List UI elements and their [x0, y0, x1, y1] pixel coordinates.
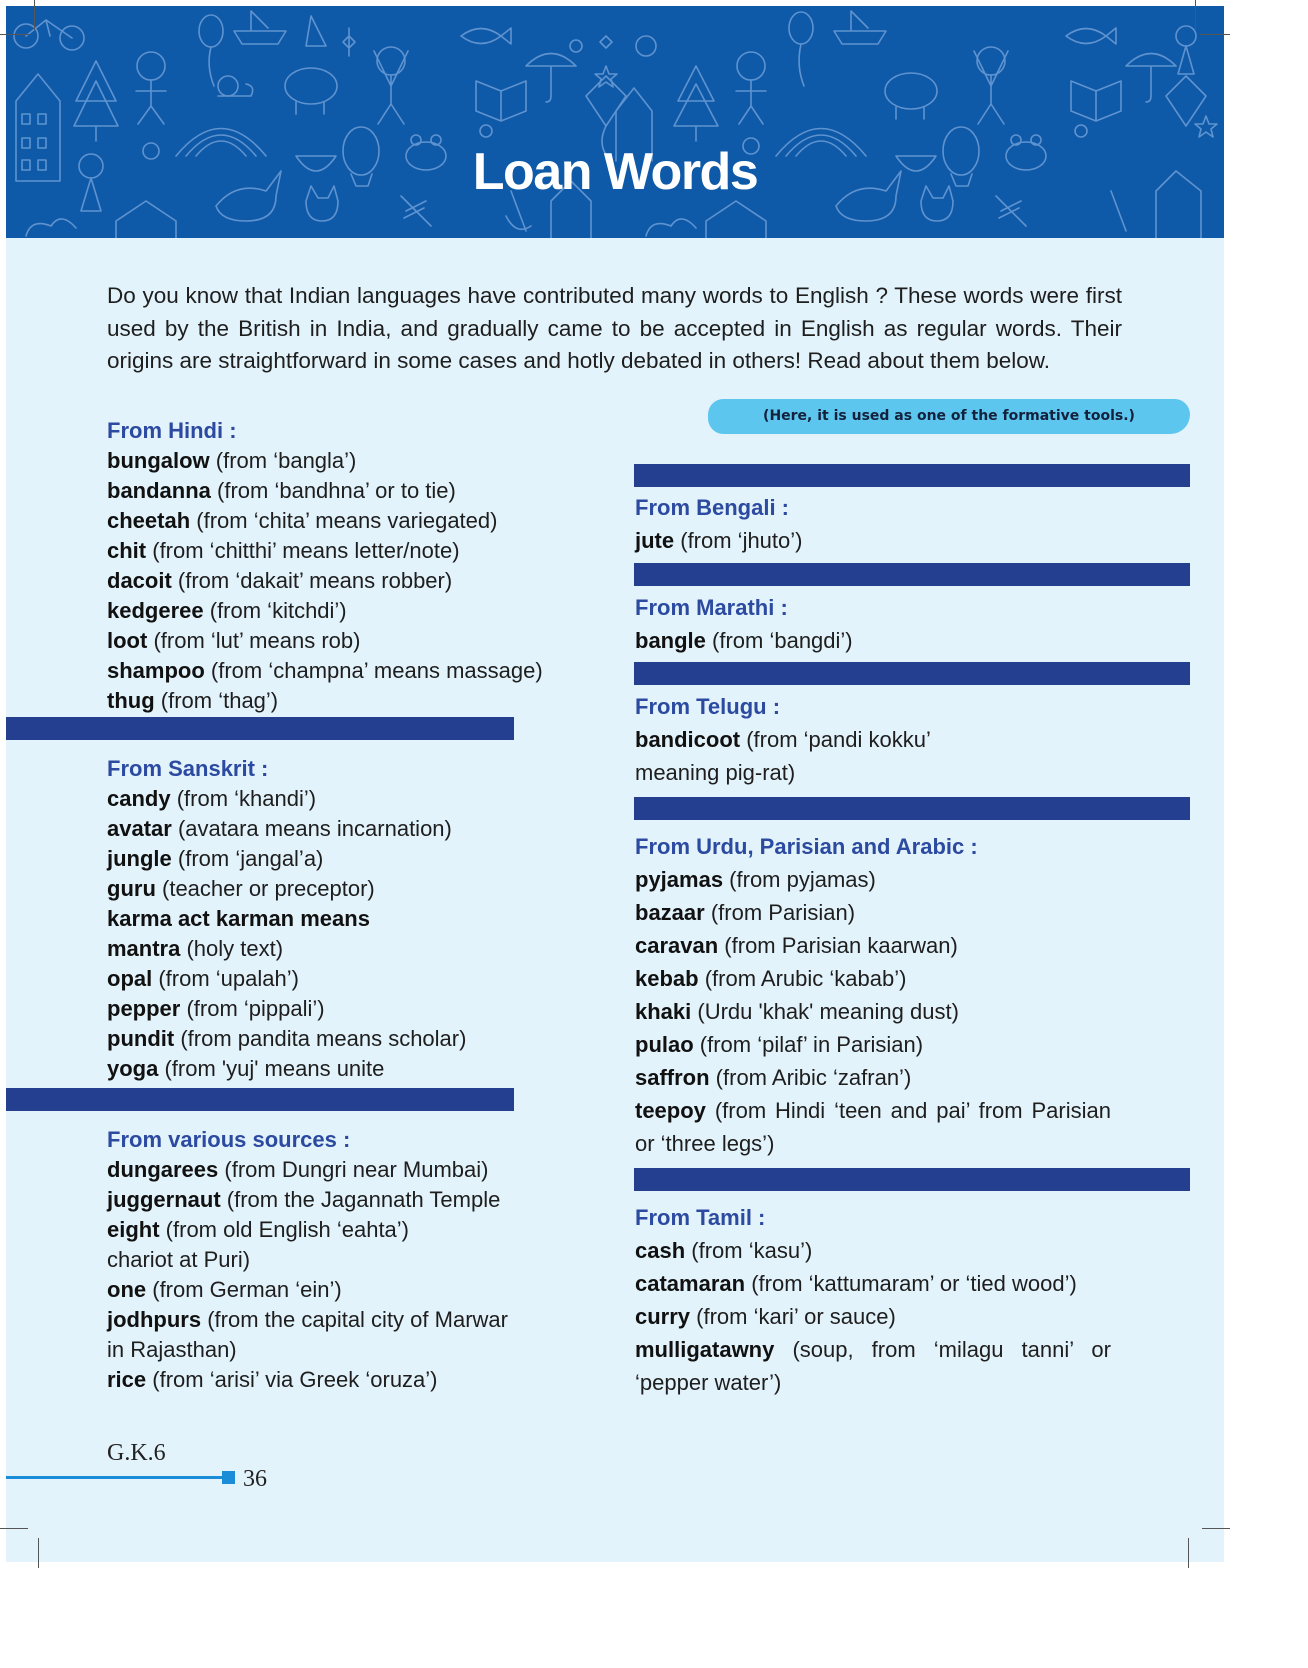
word-entry [107, 446, 577, 476]
loan-word: one [107, 1277, 147, 1302]
word-origin: (from Parisian kaarwan) [718, 933, 958, 958]
word-entry [107, 626, 577, 656]
section-various-sources [107, 1125, 547, 1395]
section-heading: From various sources : [107, 1127, 351, 1152]
loan-word: shampoo [107, 658, 205, 683]
word-entry [635, 756, 955, 789]
word-origin: (from ‘lut’ means rob) [147, 628, 361, 653]
word-origin: (avatara means incarnation) [171, 816, 452, 841]
word-entry [107, 814, 577, 844]
word-origin: (from ‘thag’) [154, 688, 279, 713]
loan-word: bangle [635, 628, 706, 653]
word-entry [107, 1215, 547, 1245]
loan-word: pulao [635, 1032, 694, 1057]
word-origin: (from ‘kari’ or sauce) [690, 1304, 896, 1329]
loan-word: avatar [107, 816, 172, 841]
section-heading: From Sanskrit : [107, 756, 269, 781]
doodle-pattern-illustration [6, 6, 1224, 238]
crop-mark [1195, 0, 1196, 30]
loan-word: bazaar [635, 900, 705, 925]
loan-word: bungalow [107, 448, 210, 473]
section-divider-bar [6, 1088, 514, 1111]
word-entry [107, 934, 577, 964]
loan-word: kedgeree [107, 598, 204, 623]
crop-mark [1202, 1528, 1230, 1529]
word-origin: (Urdu 'khak' meaning dust) [691, 999, 959, 1024]
word-entry [107, 656, 577, 686]
crop-mark [38, 1538, 39, 1568]
section-marathi [635, 591, 1113, 657]
word-origin: (from ‘jangal’a) [171, 846, 324, 871]
word-entry [635, 723, 955, 756]
word-entry [635, 1333, 1111, 1399]
section-heading: From Hindi : [107, 418, 237, 443]
word-entry [635, 1300, 1111, 1333]
section-divider-bar [634, 464, 1190, 487]
page [6, 6, 1224, 1562]
section-divider-bar [634, 563, 1190, 586]
loan-word: jungle [107, 846, 172, 871]
section-sanskrit [107, 754, 577, 1084]
header-banner [6, 6, 1224, 238]
word-origin: (from Hindi ‘teen and pai’ from Parisian or ‘three legs’) [635, 1098, 1111, 1156]
word-origin: (from ‘pandi kokku’ [740, 727, 931, 752]
loan-word: saffron [635, 1065, 710, 1090]
section-heading: From Tamil : [635, 1205, 766, 1230]
loan-word: curry [635, 1304, 691, 1329]
section-tamil [635, 1201, 1111, 1399]
word-origin: (from Aribic ‘zafran’) [709, 1065, 912, 1090]
word-origin: (holy text) [180, 936, 284, 961]
footer-square-icon [222, 1471, 235, 1484]
word-entry [107, 596, 577, 626]
word-origin: (from ‘kasu’) [685, 1238, 813, 1263]
section-hindi [107, 416, 577, 716]
word-entry [107, 994, 577, 1024]
loan-word: thug [107, 688, 155, 713]
word-entry [107, 1054, 577, 1084]
word-origin: (from the capital city of Marwar [201, 1307, 508, 1332]
crop-mark [0, 1528, 28, 1529]
section-bengali [635, 491, 1113, 557]
word-entry [107, 964, 577, 994]
book-code: G.K.6 [107, 1440, 166, 1466]
section-heading: From Marathi : [635, 595, 788, 620]
section-divider-bar [634, 797, 1190, 820]
loan-word: loot [107, 628, 148, 653]
word-entry [635, 524, 1113, 557]
section-urdu-parisian-arabic [635, 830, 1111, 1160]
word-origin: (from German ‘ein’) [146, 1277, 342, 1302]
word-entry [107, 1024, 577, 1054]
word-entry [107, 844, 577, 874]
word-origin: chariot at Puri) [107, 1247, 251, 1272]
word-origin: (from ‘chita’ means variegated) [190, 508, 498, 533]
loan-word: cheetah [107, 508, 191, 533]
word-origin: (from ‘kattumaram’ or ‘tied wood’) [745, 1271, 1077, 1296]
loan-word: candy [107, 786, 171, 811]
word-origin: (from ‘bandhna’ or to tie) [210, 478, 456, 503]
word-origin: (from ‘pilaf’ in Parisian) [693, 1032, 924, 1057]
loan-word: pundit [107, 1026, 175, 1051]
loan-word: dacoit [107, 568, 172, 593]
loan-word: jodhpurs [107, 1307, 202, 1332]
loan-word: yoga [107, 1056, 159, 1081]
loan-word: dungarees [107, 1157, 219, 1182]
loan-word: teepoy [635, 1098, 706, 1123]
loan-word: chit [107, 538, 147, 563]
word-entry [635, 1267, 1111, 1300]
loan-word: mulligatawny [635, 1337, 775, 1362]
word-origin: meaning pig-rat) [635, 760, 796, 785]
word-origin: (from 'yuj' means unite [158, 1056, 385, 1081]
word-origin: (from ‘pippali’) [180, 996, 325, 1021]
loan-word: mantra [107, 936, 181, 961]
loan-word: caravan [635, 933, 719, 958]
word-origin: (from Parisian) [704, 900, 856, 925]
loan-word: kebab [635, 966, 699, 991]
word-origin: (from ‘kitchdi’) [203, 598, 347, 623]
loan-word: eight [107, 1217, 160, 1242]
word-entry [107, 1275, 547, 1305]
loan-word: bandanna [107, 478, 211, 503]
loan-word: khaki [635, 999, 692, 1024]
word-entry [107, 1245, 547, 1275]
word-entry [107, 476, 577, 506]
section-heading: From Telugu : [635, 694, 781, 719]
word-entry [107, 904, 577, 934]
word-entry [635, 1061, 1111, 1094]
word-origin: in Rajasthan) [107, 1337, 237, 1362]
word-entry [635, 962, 1111, 995]
word-entry [107, 1185, 547, 1215]
loan-word: pyjamas [635, 867, 724, 892]
word-origin: (from Arubic ‘kabab’) [698, 966, 907, 991]
crop-mark [1200, 34, 1230, 35]
word-origin: (from the Jagannath Temple [220, 1187, 501, 1212]
word-entry [635, 995, 1111, 1028]
word-origin: (from ‘dakait’ means robber) [171, 568, 453, 593]
word-origin: (from pyjamas) [723, 867, 876, 892]
word-origin: (soup, from ‘milagu tanni’ or ‘pepper water’) [635, 1337, 1111, 1395]
word-entry [635, 624, 1113, 657]
loan-word: catamaran [635, 1271, 746, 1296]
word-origin: (from ‘jhuto’) [674, 528, 803, 553]
loan-word: bandicoot [635, 727, 741, 752]
crop-mark [1188, 1538, 1189, 1568]
page-title: Loan Words [472, 143, 758, 201]
word-entry [635, 1028, 1111, 1061]
loan-word: guru [107, 876, 156, 901]
word-entry [635, 863, 1111, 896]
word-entry [107, 1335, 547, 1365]
intro-paragraph: Do you know that Indian languages have contributed many words to English ? These words were first used by the British in India, and gradually came to be accepted in English as regular words. Their origins are straightforward in some cases and hotly debated in others! Read about them below. [107, 283, 1122, 373]
word-entry [107, 686, 577, 716]
word-entry [107, 506, 577, 536]
section-divider-bar [634, 1168, 1190, 1191]
word-origin: (from ‘chitthi’ means letter/note) [146, 538, 460, 563]
loan-word: opal [107, 966, 153, 991]
word-entry [107, 874, 577, 904]
section-telugu [635, 690, 955, 789]
word-entry [635, 929, 1111, 962]
section-divider-bar [634, 662, 1190, 685]
loan-word: rice [107, 1367, 147, 1392]
word-entry [107, 566, 577, 596]
loan-word: karma act karman means [107, 906, 370, 931]
word-entry [107, 784, 577, 814]
word-origin: (from ‘bangdi’) [705, 628, 853, 653]
formative-tool-note: (Here, it is used as one of the formative tools.) [708, 399, 1190, 434]
word-origin: (from old English ‘eahta’) [159, 1217, 410, 1242]
word-entry [107, 1305, 547, 1335]
word-origin: (from ‘champna’ means massage) [204, 658, 543, 683]
word-entry [107, 1155, 547, 1185]
word-origin: (from pandita means scholar) [174, 1026, 467, 1051]
loan-word: cash [635, 1238, 686, 1263]
word-entry [635, 896, 1111, 929]
section-heading: From Urdu, Parisian and Arabic : [635, 834, 978, 859]
loan-word: jute [635, 528, 675, 553]
page-number: 36 [243, 1466, 267, 1492]
section-heading: From Bengali : [635, 495, 790, 520]
word-origin: (from ‘bangla’) [209, 448, 357, 473]
word-entry [635, 1234, 1111, 1267]
word-entry [635, 1094, 1111, 1160]
word-origin: (from Dungri near Mumbai) [218, 1157, 489, 1182]
word-origin: (teacher or preceptor) [155, 876, 375, 901]
word-entry [107, 1365, 547, 1395]
word-origin: (from ‘khandi’) [170, 786, 317, 811]
crop-mark [34, 0, 35, 30]
crop-mark [0, 34, 30, 35]
word-origin: (from ‘arisi’ via Greek ‘oruza’) [146, 1367, 438, 1392]
section-divider-bar [6, 717, 514, 740]
word-origin: (from ‘upalah’) [152, 966, 299, 991]
word-entry [107, 536, 577, 566]
loan-word: pepper [107, 996, 181, 1021]
footer-rule [6, 1476, 224, 1479]
loan-word: juggernaut [107, 1187, 221, 1212]
